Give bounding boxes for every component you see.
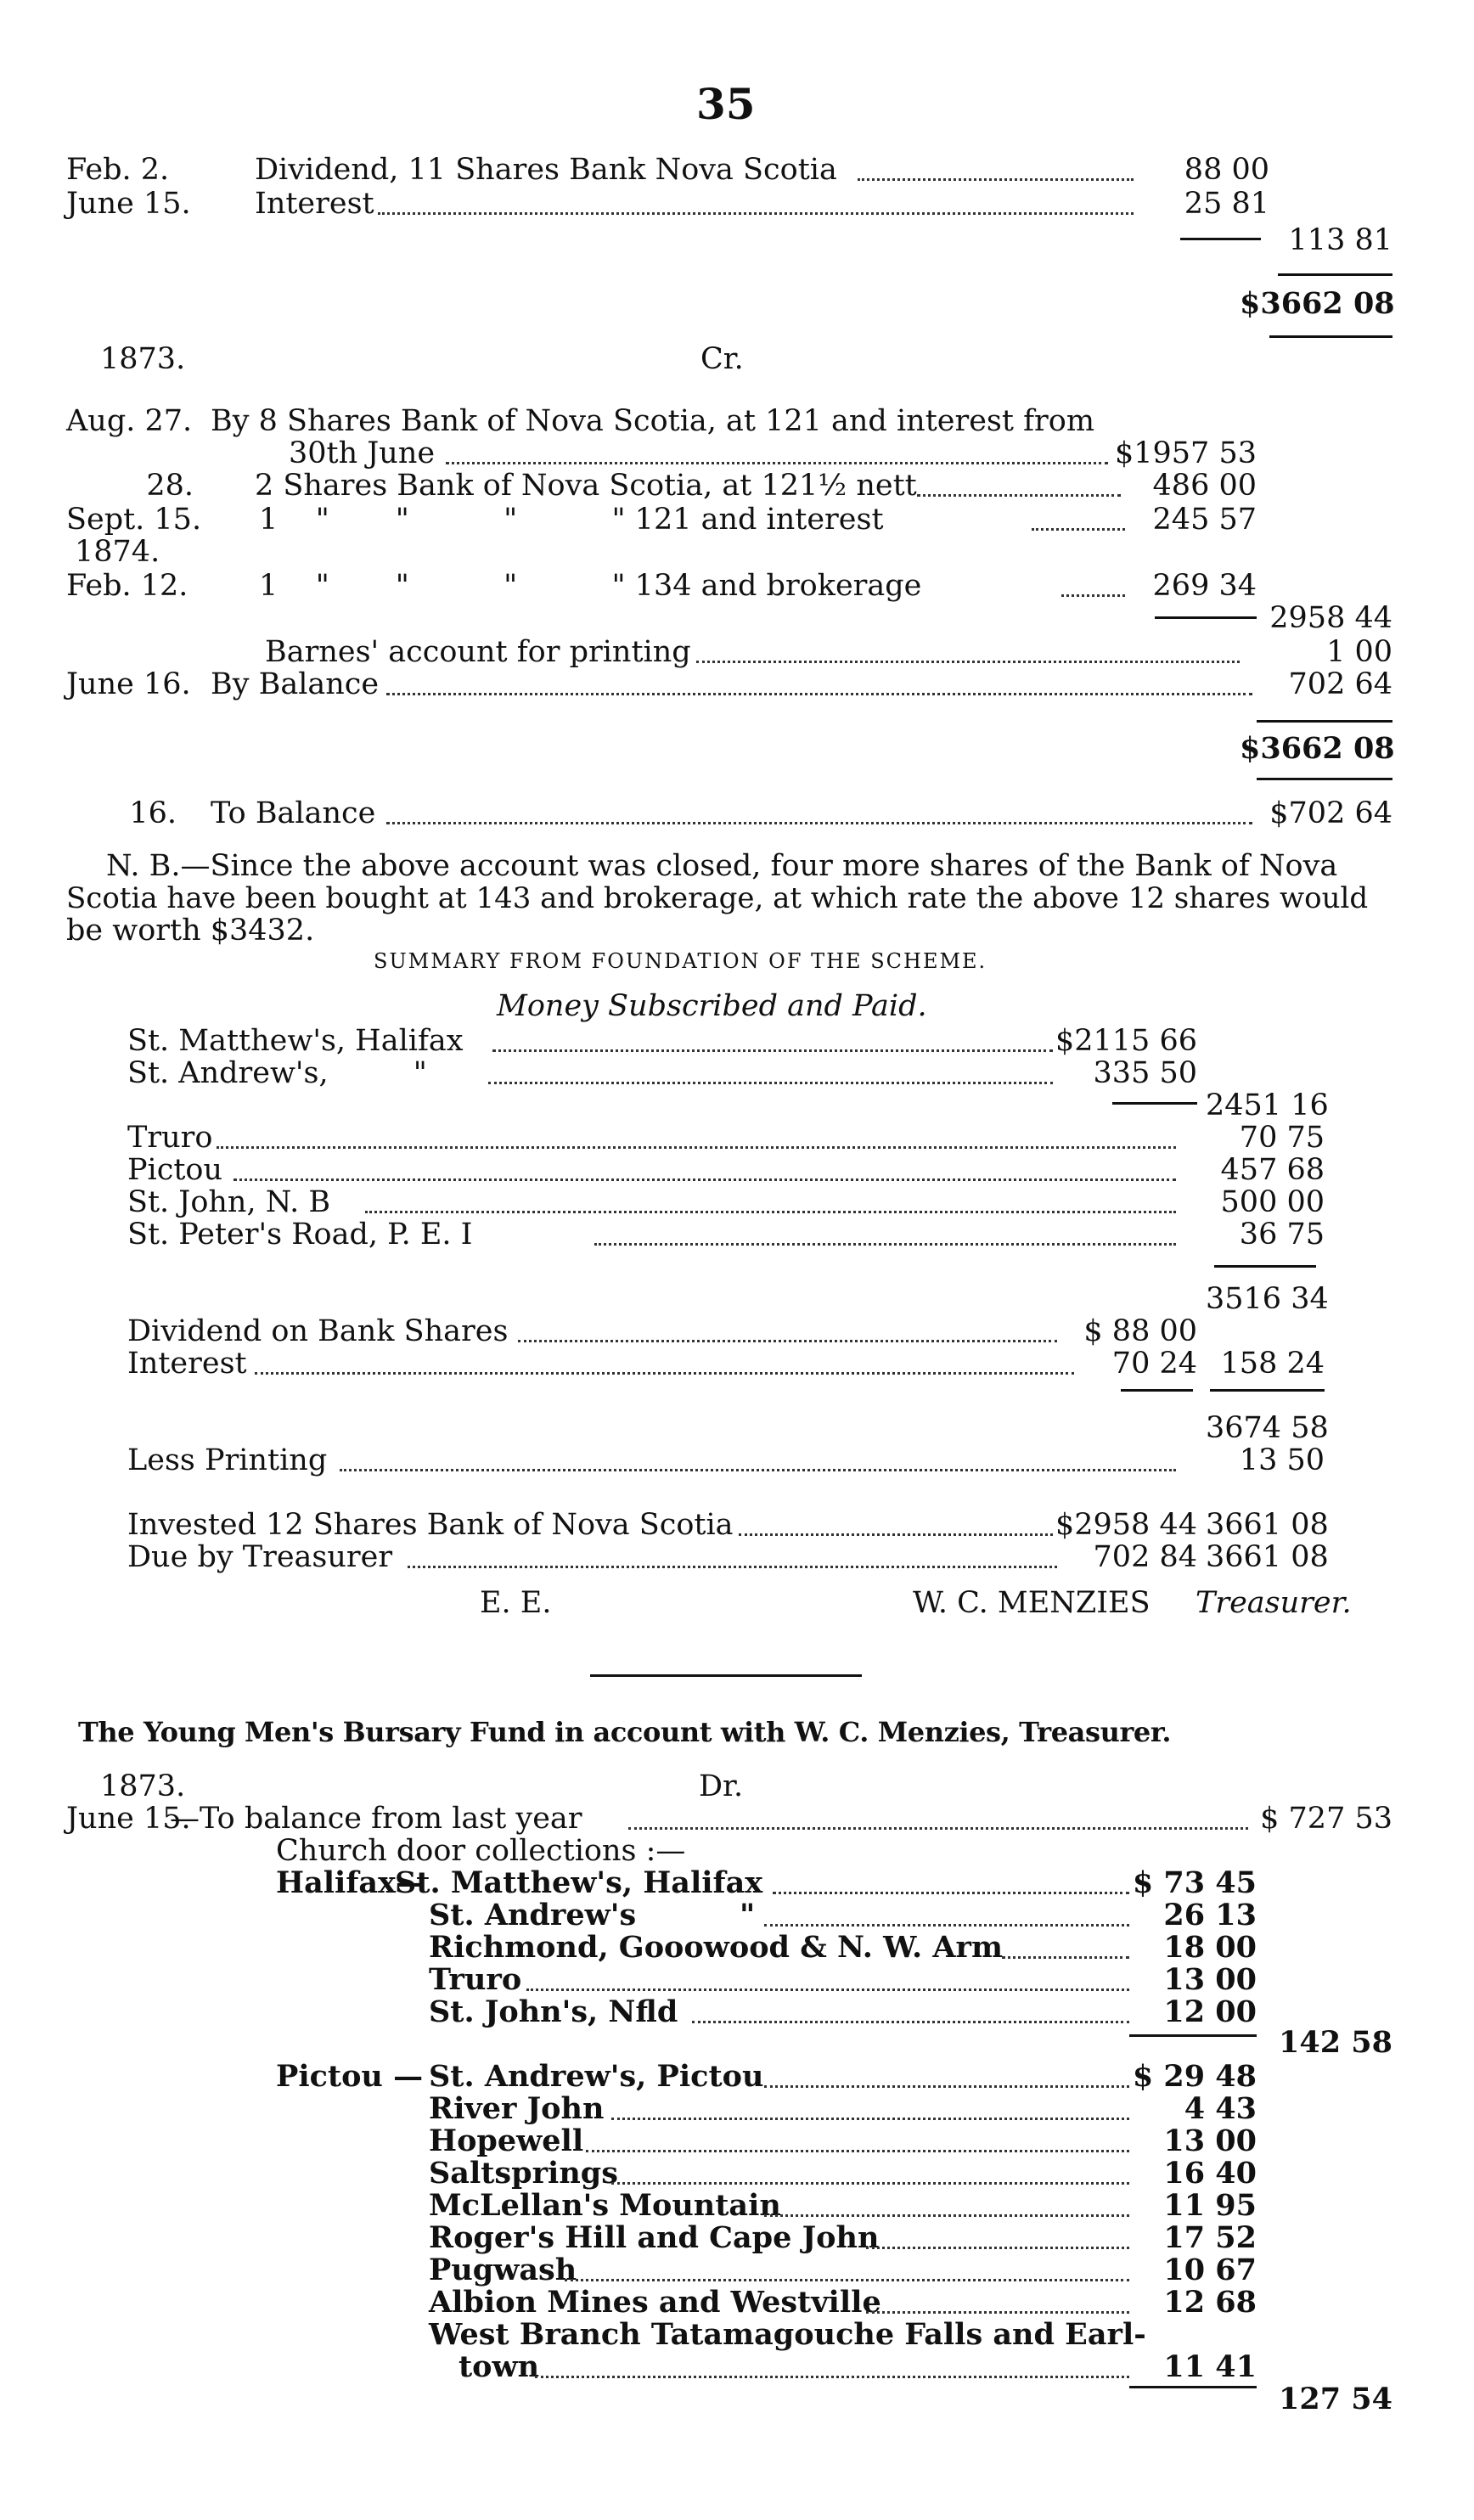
- leader-dots: [764, 2085, 1129, 2088]
- leader-dots: [586, 2150, 1129, 2152]
- entry-desc: Dividend on Bank Shares: [127, 1314, 509, 1348]
- bursary-heading: The Young Men's Bursary Fund in account with W. C. Menzies, Treasurer.: [78, 1716, 1172, 1748]
- congregation-name: Pictou: [127, 1153, 223, 1187]
- leader-dots: [565, 2279, 1129, 2281]
- subtotal: 2451 16: [1206, 1088, 1329, 1122]
- note-line: be worth $3432.: [66, 914, 315, 948]
- leader-dots: [1002, 1956, 1129, 1959]
- leader-dots: [217, 1146, 1176, 1149]
- sum-rule: [1269, 335, 1392, 338]
- sum-rule: [1112, 1102, 1197, 1105]
- entry-amount: 486 00: [1152, 469, 1257, 503]
- entry-desc: 30th June: [289, 436, 436, 470]
- congregation-amount: 457 68: [1220, 1153, 1325, 1187]
- collection-name: Albion Mines and Westville: [429, 2285, 881, 2320]
- note-line: N. B.—Since the above account was closed, four more shares of the Bank of Nova: [106, 849, 1338, 883]
- entry-date: Feb. 2.: [66, 153, 170, 187]
- leader-dots: [739, 1533, 1053, 1536]
- congregation-amount: 500 00: [1220, 1185, 1325, 1219]
- entry-amount: 13 50: [1239, 1443, 1325, 1477]
- entry-desc: Barnes' account for printing: [265, 635, 691, 669]
- entry-date: June 16.: [66, 667, 191, 701]
- entry-desc: Dividend, 11 Shares Bank Nova Scotia: [255, 153, 837, 187]
- leader-dots: [1061, 594, 1125, 597]
- collection-name: River John: [429, 2091, 605, 2126]
- entry-amount: $1957 53: [1114, 436, 1257, 470]
- entry-desc: Less Printing: [127, 1443, 328, 1477]
- signature-name: W. C. MENZIES: [913, 1586, 1151, 1620]
- section-divider: [590, 1674, 862, 1677]
- entry-desc: Interest: [127, 1347, 247, 1381]
- halifax-label: Halifax—: [276, 1865, 425, 1900]
- leader-dots: [386, 822, 1252, 824]
- sum-rule: [1155, 616, 1257, 619]
- subtotal: 2958 44: [1269, 601, 1392, 635]
- collection-amount: 11 41: [1163, 2349, 1257, 2384]
- collection-name: Hopewell: [429, 2123, 584, 2158]
- collection-name: Richmond, Gooowood & N. W. Arm: [429, 1930, 1003, 1965]
- leader-dots: [611, 2182, 1129, 2185]
- subscriber-amount: $2115 66: [1055, 1024, 1197, 1058]
- sum-rule: [1257, 720, 1392, 723]
- entry-amount: $ 88 00: [1083, 1314, 1197, 1348]
- cr-year: 1873.: [100, 342, 186, 376]
- collection-name: Pugwash: [429, 2253, 577, 2287]
- sum-rule: [1214, 1265, 1316, 1268]
- collection-amount: 13 00: [1163, 2123, 1257, 2158]
- leader-dots: [773, 1892, 1129, 1894]
- sum-rule: [1129, 2034, 1257, 2037]
- collection-name: St. John's, Nfld: [429, 1994, 678, 2029]
- entry-desc: Interest: [255, 187, 374, 221]
- entry-desc: By Balance: [211, 667, 380, 701]
- subtotal: 113 81: [1288, 223, 1392, 257]
- leader-dots: [866, 2311, 1129, 2314]
- collection-amount: 12 68: [1163, 2285, 1257, 2320]
- summary-subheading: Money Subscribed and Paid.: [497, 989, 927, 1023]
- collection-name: McLellan's Mountain: [429, 2188, 781, 2223]
- entry-date: June 15.: [66, 187, 191, 221]
- entry-desc: By 8 Shares Bank of Nova Scotia, at 121 and interest from: [211, 404, 1095, 438]
- subtotal: 3516 34: [1206, 1282, 1329, 1316]
- collection-name: West Branch Tatamagouche Falls and Earl-: [429, 2317, 1146, 2352]
- collection-name: St. Andrew's, Pictou: [429, 2059, 764, 2094]
- entry-amount: $ 727 53: [1260, 1802, 1392, 1836]
- leader-dots: [492, 1049, 1053, 1052]
- leader-dots: [378, 212, 1134, 215]
- signature-title: Treasurer.: [1196, 1586, 1352, 1620]
- collection-name: town: [459, 2349, 540, 2384]
- entry-date: 16.: [129, 796, 177, 830]
- entry-desc: Due by Treasurer: [127, 1540, 393, 1574]
- sum-rule: [1278, 273, 1392, 276]
- sum-rule: [1121, 1389, 1193, 1392]
- sum-rule: [1210, 1389, 1325, 1392]
- leader-dots: [764, 1924, 1129, 1927]
- subscriber-amount: 335 50: [1093, 1056, 1197, 1090]
- entry-desc: To Balance: [211, 796, 376, 830]
- entry-date: 1874.: [75, 535, 160, 569]
- grand-total: $3662 08: [1240, 286, 1395, 321]
- entry-amount: 702 84: [1093, 1540, 1197, 1574]
- collection-amount: 4 43: [1184, 2091, 1257, 2126]
- subtotal: 3661 08: [1206, 1508, 1329, 1542]
- entry-amount: 88 00: [1184, 153, 1269, 187]
- collection-amount: 18 00: [1163, 1930, 1257, 1965]
- entry-date: June 15.: [66, 1802, 191, 1836]
- leader-dots: [446, 462, 1108, 464]
- entry-date: Aug. 27.: [66, 404, 193, 438]
- collections-label: Church door collections :—: [276, 1834, 686, 1868]
- entry-desc: 1 " " " " 121 and interest: [259, 503, 884, 537]
- collection-amount: 26 13: [1163, 1898, 1257, 1932]
- subscriber-name: St. Matthew's, Halifax: [127, 1024, 464, 1058]
- leader-dots: [696, 661, 1240, 663]
- congregation-amount: 70 75: [1239, 1121, 1325, 1155]
- leader-dots: [365, 1211, 1176, 1213]
- sum-rule: [1257, 778, 1392, 780]
- leader-dots: [526, 1988, 1129, 1991]
- entry-amount: $702 64: [1269, 796, 1392, 830]
- leader-dots: [866, 2247, 1129, 2249]
- leader-dots: [764, 2214, 1129, 2217]
- collection-name: Truro: [429, 1962, 522, 1997]
- entry-amount: $2958 44: [1055, 1508, 1197, 1542]
- leader-dots: [408, 1566, 1057, 1568]
- sum-rule: [1129, 2386, 1257, 2388]
- sum-rule: [1180, 238, 1261, 240]
- cr-heading: Cr.: [700, 342, 744, 376]
- entry-amount: 245 57: [1152, 503, 1257, 537]
- collection-amount: $ 29 48: [1132, 2059, 1257, 2094]
- collection-amount: $ 73 45: [1132, 1865, 1257, 1900]
- entry-amount: 269 34: [1152, 569, 1257, 603]
- leader-dots: [233, 1178, 1176, 1181]
- collection-amount: 16 40: [1163, 2156, 1257, 2191]
- leader-dots: [518, 1340, 1057, 1342]
- subtotal: 3661 08: [1206, 1540, 1329, 1574]
- leader-dots: [488, 1082, 1053, 1084]
- entry-desc: 2 Shares Bank of Nova Scotia, at 121½ nett: [255, 469, 917, 503]
- collection-amount: 12 00: [1163, 1994, 1257, 2029]
- entry-amount: 702 64: [1288, 667, 1392, 701]
- subtotal: 142 58: [1279, 2025, 1392, 2060]
- pictou-label: Pictou —: [276, 2059, 424, 2094]
- dr-year: 1873.: [100, 1769, 186, 1803]
- collection-amount: 11 95: [1163, 2188, 1257, 2223]
- leader-dots: [611, 2118, 1129, 2120]
- subtotal: 127 54: [1279, 2382, 1392, 2416]
- congregation-name: St. John, N. B: [127, 1185, 331, 1219]
- entry-desc: —To balance from last year: [170, 1802, 582, 1836]
- note-line: Scotia have been bought at 143 and brokerage, at which rate the above 12 shares would: [66, 881, 1369, 915]
- congregation-amount: 36 75: [1239, 1218, 1325, 1252]
- leader-dots: [255, 1372, 1074, 1375]
- summary-heading: SUMMARY FROM FOUNDATION OF THE SCHEME.: [374, 949, 987, 973]
- grand-total: $3662 08: [1240, 731, 1395, 766]
- congregation-name: St. Peter's Road, P. E. I: [127, 1218, 473, 1252]
- leader-dots: [858, 178, 1134, 181]
- leader-dots: [386, 693, 1252, 695]
- entry-date: Feb. 12.: [66, 569, 188, 603]
- collection-amount: 10 67: [1163, 2253, 1257, 2287]
- leader-dots: [535, 2376, 1129, 2378]
- collection-name: St. Matthew's, Halifax: [395, 1865, 763, 1900]
- collection-amount: 13 00: [1163, 1962, 1257, 1997]
- page-number: 35: [696, 79, 756, 129]
- entry-amount: 70 24: [1111, 1347, 1197, 1381]
- entry-date: Sept. 15.: [66, 503, 202, 537]
- congregation-name: Truro: [127, 1121, 213, 1155]
- subscriber-name: St. Andrew's, ": [127, 1056, 427, 1090]
- entry-amount: 25 81: [1184, 187, 1269, 221]
- entry-date: 28.: [146, 469, 194, 503]
- subtotal: 158 24: [1220, 1347, 1325, 1381]
- dr-heading: Dr.: [699, 1769, 744, 1803]
- leader-dots: [917, 494, 1121, 497]
- leader-dots: [594, 1243, 1176, 1246]
- collection-name: Roger's Hill and Cape John: [429, 2220, 880, 2255]
- collection-name: St. Andrew's ": [429, 1898, 756, 1932]
- signature-initials: E. E.: [480, 1586, 552, 1620]
- collection-name: Saltsprings: [429, 2156, 618, 2191]
- collection-amount: 17 52: [1163, 2220, 1257, 2255]
- leader-dots: [628, 1827, 1248, 1830]
- leader-dots: [692, 2021, 1129, 2023]
- subtotal: 3674 58: [1206, 1411, 1329, 1445]
- leader-dots: [340, 1469, 1176, 1471]
- entry-amount: 1 00: [1326, 635, 1392, 669]
- entry-desc: 1 " " " " 134 and brokerage: [259, 569, 922, 603]
- leader-dots: [1032, 528, 1125, 531]
- entry-desc: Invested 12 Shares Bank of Nova Scotia: [127, 1508, 734, 1542]
